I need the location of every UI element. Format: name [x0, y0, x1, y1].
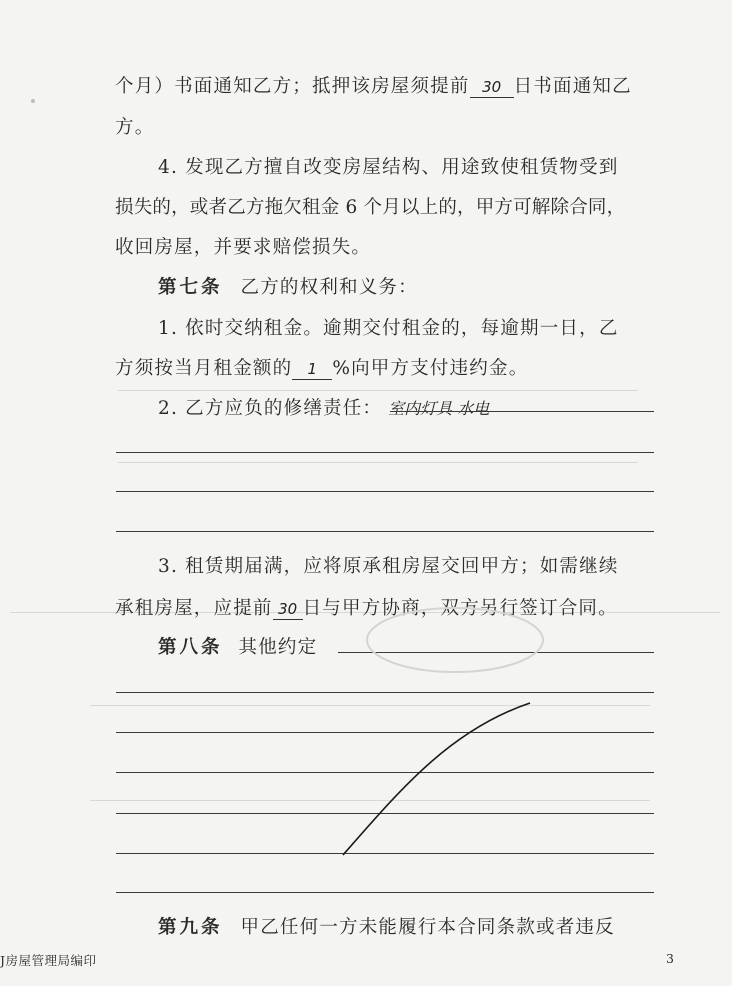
fill-line [390, 411, 654, 412]
blank-penalty-percent [292, 358, 332, 380]
art7-item-2-line [158, 394, 658, 420]
article-9-text: 甲乙任何一方未能履行本合同条款或者违反 [240, 917, 615, 938]
art7-item-1-line-2 [115, 354, 660, 380]
text-run: %向甲方支付违约金。 [332, 358, 529, 379]
handwritten-renewal-days: 30 [278, 600, 298, 618]
article-9-line [158, 913, 658, 939]
fill-line [338, 652, 654, 653]
fill-line [116, 491, 654, 492]
fill-line [116, 853, 654, 854]
text-run: 承租房屋，应提前 [115, 598, 273, 619]
fill-line [116, 531, 654, 532]
text-run: 日书面通知乙 [513, 76, 632, 97]
publisher-footer: J房屋管理局编印 [0, 953, 97, 968]
speck-mark [31, 99, 35, 103]
page-number: 3 [666, 951, 674, 966]
para-line [115, 72, 660, 98]
fill-line [116, 732, 654, 733]
article-9-label: 第九条 [158, 917, 223, 938]
item-4-line-1: 4. 发现乙方擅自改变房屋结构、用途致使租赁物受到 [158, 157, 619, 178]
item-4-line-2: 损失的，或者乙方拖欠租金 6 个月以上的，甲方可解除合同， [115, 197, 626, 218]
art7-item-1-line-1: 1. 依时交纳租金。逾期交付租金的，每逾期一日，乙 [158, 318, 619, 339]
bleed-through-line [118, 462, 638, 463]
article-7-label: 第七条 [158, 277, 223, 298]
para-line [115, 113, 660, 139]
article-8-heading [158, 633, 658, 659]
handwritten-days: 30 [482, 78, 502, 96]
fill-line [116, 772, 654, 773]
article-8-label: 第八条 [158, 637, 223, 658]
fill-line [116, 813, 654, 814]
text-run: 个月）书面通知乙方；抵押该房屋须提前 [115, 76, 470, 97]
fill-line [116, 452, 654, 453]
text-run: 方须按当月租金额的 [115, 358, 293, 379]
item-4-line-3: 收回房屋，并要求赔偿损失。 [115, 237, 372, 258]
bleed-through-line [118, 390, 638, 391]
blank-renewal-days [273, 598, 303, 620]
art7-item-3-line-1: 3. 租赁期届满，应将原承租房屋交回甲方；如需继续 [158, 556, 619, 577]
text-run: 方。 [115, 117, 155, 138]
article-7-title: 乙方的权利和义务： [240, 277, 418, 298]
blank-days-notice [470, 76, 514, 98]
text-run: 2. 乙方应负的修缮责任： [158, 398, 383, 419]
bleed-through-line [90, 800, 650, 801]
handwritten-repair-duty: 室内灯具 水电 [388, 399, 490, 418]
fill-line [116, 692, 654, 693]
article-7-heading [158, 273, 658, 299]
article-8-title: 其他约定 [238, 637, 318, 658]
fill-line [116, 892, 654, 893]
bleed-through-line [90, 705, 650, 706]
art7-item-3-line-2 [115, 594, 660, 620]
handwritten-penalty: 1 [307, 360, 318, 378]
text-run: 日与甲方协商，双方另行签订合同。 [302, 598, 618, 619]
void-strike-stroke [343, 703, 530, 855]
